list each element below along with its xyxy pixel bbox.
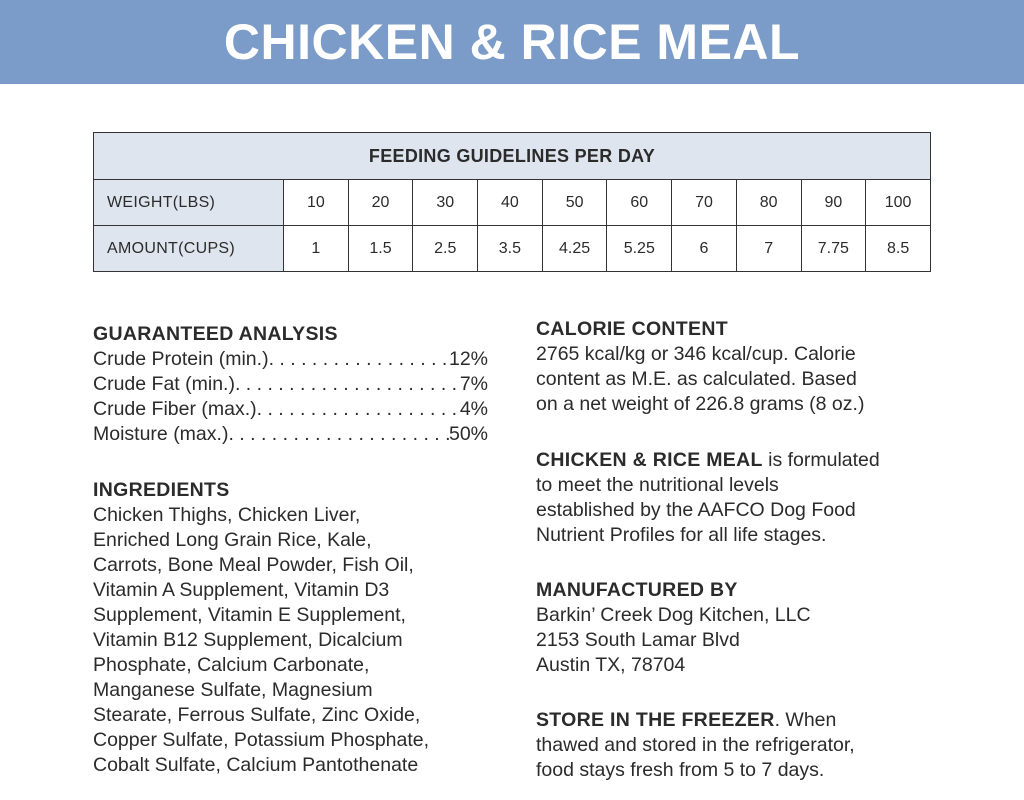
page-title: CHICKEN & RICE MEAL (223, 14, 801, 70)
analysis-label: Crude Fiber (max.) (93, 398, 257, 420)
calorie-content-section (536, 317, 976, 417)
aafco-first-line (536, 448, 976, 473)
feeding-guidelines-table (93, 132, 931, 272)
analysis-value: 12% (448, 348, 488, 370)
calorie-line: content as M.E. as calculated. Based (536, 368, 857, 390)
ingredients-line: Supplement, Vitamin E Supplement, (93, 604, 406, 626)
manufacturer-line: Barkin’ Creek Dog Kitchen, LLC (536, 604, 811, 626)
manufacturer-line: 2153 South Lamar Blvd (536, 629, 740, 651)
amount-cell: 7.75 (801, 226, 866, 272)
storage-first-line (536, 708, 976, 733)
storage-first-rest: . When (774, 709, 837, 731)
analysis-label: Crude Protein (min.) (93, 348, 269, 370)
aafco-statement-section (536, 448, 976, 548)
storage-lead: STORE IN THE FREEZER (536, 709, 775, 731)
amount-row-label: AMOUNT(CUPS) (94, 226, 284, 272)
amount-cell: 3.5 (478, 226, 543, 272)
analysis-row (93, 422, 488, 447)
aafco-line: to meet the nutritional levels (536, 474, 779, 496)
weight-cell: 80 (736, 180, 801, 226)
aafco-lead: CHICKEN & RICE MEAL (536, 449, 763, 471)
weight-cell: 90 (801, 180, 866, 226)
table-caption-row (94, 133, 931, 180)
manufacturer-line: Austin TX, 78704 (536, 654, 686, 676)
analysis-row (93, 372, 488, 397)
ingredients-heading: INGREDIENTS (93, 479, 230, 501)
analysis-row (93, 397, 488, 422)
analysis-label: Crude Fat (min.) (93, 373, 235, 395)
dot-leader (228, 422, 449, 447)
manufacturer-section (536, 578, 976, 678)
weight-row (94, 180, 931, 226)
storage-line: food stays fresh from 5 to 7 days. (536, 759, 825, 781)
table-caption: FEEDING GUIDELINES PER DAY (94, 133, 931, 180)
weight-cell: 30 (413, 180, 478, 226)
weight-cell: 100 (866, 180, 931, 226)
ingredients-line: Copper Sulfate, Potassium Phosphate, (93, 729, 430, 751)
calorie-line: on a net weight of 226.8 grams (8 oz.) (536, 393, 865, 415)
ingredients-line: Manganese Sulfate, Magnesium (93, 679, 373, 701)
ingredients-section (93, 478, 513, 778)
aafco-line: Nutrient Profiles for all life stages. (536, 524, 827, 546)
ingredients-line: Chicken Thighs, Chicken Liver, (93, 504, 361, 526)
amount-cell: 1.5 (348, 226, 413, 272)
ingredients-line: Phosphate, Calcium Carbonate, (93, 654, 370, 676)
weight-cell: 70 (672, 180, 737, 226)
weight-cell: 60 (607, 180, 672, 226)
amount-cell: 2.5 (413, 226, 478, 272)
amount-cell: 4.25 (542, 226, 607, 272)
amount-cell: 6 (672, 226, 737, 272)
amount-cell: 1 (284, 226, 349, 272)
ingredients-line: Carrots, Bone Meal Powder, Fish Oil, (93, 554, 414, 576)
analysis-row (93, 347, 488, 372)
aafco-line: established by the AAFCO Dog Food (536, 499, 856, 521)
dot-leader (257, 397, 460, 422)
weight-row-label: WEIGHT(LBS) (94, 180, 284, 226)
title-banner (0, 0, 1024, 84)
weight-cell: 50 (542, 180, 607, 226)
guaranteed-analysis-section (93, 322, 488, 447)
dot-leader (235, 372, 460, 397)
amount-row (94, 226, 931, 272)
weight-cell: 40 (478, 180, 543, 226)
amount-cell: 5.25 (607, 226, 672, 272)
analysis-value: 7% (459, 373, 488, 395)
manufacturer-heading: MANUFACTURED BY (536, 579, 738, 601)
amount-cell: 8.5 (866, 226, 931, 272)
weight-cell: 20 (348, 180, 413, 226)
dot-leader (269, 347, 449, 372)
ingredients-line: Vitamin B12 Supplement, Dicalcium (93, 629, 403, 651)
storage-line: thawed and stored in the refrigerator, (536, 734, 855, 756)
analysis-value: 50% (448, 423, 488, 445)
ingredients-line: Cobalt Sulfate, Calcium Pantothenate (93, 754, 419, 776)
calorie-line: 2765 kcal/kg or 346 kcal/cup. Calorie (536, 343, 856, 365)
storage-section (536, 708, 976, 783)
aafco-first-rest: is formulated (762, 449, 880, 471)
ingredients-line: Enriched Long Grain Rice, Kale, (93, 529, 372, 551)
amount-cell: 7 (736, 226, 801, 272)
weight-cell: 10 (284, 180, 349, 226)
analysis-label: Moisture (max.) (93, 423, 229, 445)
ingredients-line: Vitamin A Supplement, Vitamin D3 (93, 579, 390, 601)
analysis-value: 4% (459, 398, 488, 420)
ingredients-line: Stearate, Ferrous Sulfate, Zinc Oxide, (93, 704, 421, 726)
guaranteed-analysis-heading: GUARANTEED ANALYSIS (93, 323, 338, 345)
calorie-content-heading: CALORIE CONTENT (536, 318, 728, 340)
